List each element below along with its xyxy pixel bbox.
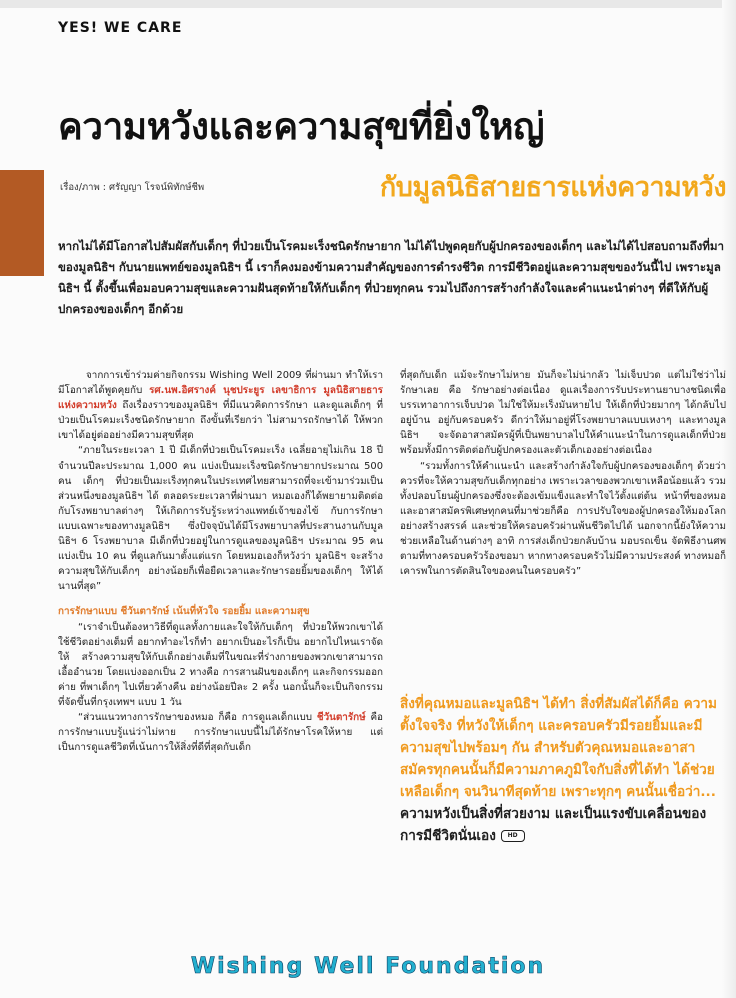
byline: เรื่อง/ภาพ : ศรัญญา โรจน์พิทักษ์ชีพ: [60, 182, 205, 193]
subheading: การรักษาแบบ ชีวันตารักษ์ เน้นที่หัวใจ รอยยิ้ม และความสุข: [58, 606, 310, 618]
pull-quote-dark: ความหวังเป็นสิ่งที่สวยงาม และเป็นแรงขับเคลื่อนของการมีชีวิตนั่นเอง: [400, 806, 707, 844]
quote-paragraph: “เราจำเป็นต้องหาวิธีที่ดูแลทั้งกายและใจให้กับเด็กๆ ที่ป่วยให้พวกเขาได้ใช้ชีวิตอย่างเต็มที่ อยากทำอะไรก็ทำ อยากเป็นอะไรก็เป็น อยากไปไหนเราจัดให้ สร้างความสุขให้กับเด็กอย่างเต็มที่ในขณะที่ร่างกายของพวกเขาสามารถเอื้ออำนวย โดยแบ่งออกเป็น 2 ทางคือ การสานฝันของเด็กๆ และกิจกรรมออกค่าย ที่พาเด็กๆ ไปเที่ยวค้างคืน อย่างน้อยปีละ 2 ครั้ง นอกนั้นก็จะเป็นกิจกรรมที่จัดขึ้นที่กรุงเทพฯ แบบ 1 วัน: [58, 621, 383, 708]
end-mark-icon: HD: [501, 830, 525, 842]
article-subtitle: กับมูลนิธิสายธารแห่งความหวัง: [379, 172, 726, 203]
text-span: ถึงเรื่องราวของมูลนิธิฯ ที่มีแนวคิดการรักษา และดูแลเด็กๆ ที่ป่วยเป็นโรคมะเร็งชนิดรักษายาก ถึงขั้นที่เรียกว่า ไม่สามารถรักษาได้ ให้พวกเขาได้อยู่ต่ออย่างมีความสุขที่สุด: [58, 400, 383, 442]
paragraph: [58, 368, 383, 443]
highlighted-term: ชีวันตารักษ์: [316, 712, 366, 724]
text-span: คือ การรักษาแบบรู้แน่ว่าไม่หาย การรักษาแบบนี้ไม่ได้รักษาโรคให้หาย แต่เป็นการดูแลชีวิตที่เน้นการให้สิ่งที่ดีที่สุดกับเด็ก: [58, 712, 383, 754]
intro-paragraph: หากไม่ได้มีโอกาสไปสัมผัสกับเด็กๆ ที่ป่วยเป็นโรคมะเร็งชนิดรักษายาก ไม่ได้ไปพูดคุยกับผู้ปกครองของเด็กๆ และไม่ได้ไปสอบถามถึงที่มาของมูลนิธิฯ กับนายแพทย์ของมูลนิธิฯ นี้ เราก็คงมองข้ามความสำคัญของการดำรงชีวิต การมีชีวิตอยู่และความสุขของวันนี้ไป เพราะมูลนิธิฯ นี้ ตั้งขึ้นเพื่อมอบความสุขและความฝันสุดท้ายให้กับเด็กๆ ที่ป่วยทุกคน รวมไปถึงการสร้างกำลังใจและคำแนะนำต่างๆ ที่ดีให้กับผู้ปกครองของเด็กๆ อีกด้วย: [58, 239, 725, 316]
section-label: YES! WE CARE: [58, 20, 183, 36]
column-left: [58, 368, 383, 938]
pull-quote-orange: สิ่งที่คุณหมอและมูลนิธิฯ ได้ทำ สิ่งที่สัมผัสได้ก็คือ ความตั้งใจจริง ที่หวังให้เด็กๆ และครอบครัวมีรอยยิ้มและมีความสุขไปพร้อมๆ กัน สำหรับตัวคุณหมอและอาสาสมัครทุกคนนั้นก็มีความภาคภูมิใจกับสิ่งที่ได้ทำ ได้ช่วยเหลือเด็กๆ จนวินาทีสุดท้าย เพราะทุกๆ คนนั้นเชื่อว่า...: [400, 696, 717, 800]
highlighted-name: รศ.นพ.อิศรางค์ นุชประยูร เลขาธิการ มูลนิธิสายธารแห่งความหวัง: [58, 385, 383, 412]
top-border: [0, 0, 736, 8]
footer-text: Wishing Well Foundation: [190, 954, 546, 979]
text-span: “ส่วนแนวทางการรักษาของหมอ ก็คือ การดูแลเด็กแบบ: [78, 712, 317, 724]
section-color-tab: [0, 170, 44, 276]
text-span: จากการเข้าร่วมค่ายกิจกรรม Wishing Well 2009 ที่ผ่านมา ทำให้เรามีโอกาสได้พูดคุยกับ: [58, 370, 383, 397]
column-right: [400, 368, 726, 668]
quote-paragraph: “รวมทั้งการให้คำแนะนำ และสร้างกำลังใจกับผู้ปกครองของเด็กๆ ด้วยว่า ควรที่จะให้ความสุขกับเด็กทุกอย่าง เพราะเวลาของพวกเขาเหลือน้อยแล้ว รวมทั้งปลอบโยนผู้ปกครองซึ่งจะต้องเข้มแข็งและทำใจไว้ตั้งแต่ต้น หน้าที่ของหมอและอาสาสมัครพิเศษทุกคนที่มาช่วยก็คือ การปรับใจของผู้ปกครองให้มองโลกอย่างสร้างสรรค์ และช่วยให้ครอบครัวผ่านพ้นชีวิตไปได้ นอกจากนี้ยังให้ความช่วยเหลือในด้านต่างๆ อาทิ การส่งเด็กป่วยกลับบ้าน มอบรถเข็น จัดพิธีงานศพ ตามที่ทางครอบครัวร้องขอมา หากทางครอบครัวไม่มีความประสงค์ ทางหมอก็เคารพในการตัดสินใจของคนในครอบครัว”: [400, 460, 726, 578]
quote-paragraph: “ภายในระยะเวลา 1 ปี มีเด็กที่ป่วยเป็นโรคมะเร็ง เฉลี่ยอายุไม่เกิน 18 ปี จำนวนปีละประมาณ 1,000 คน แบ่งเป็นมะเร็งชนิดรักษายากประมาณ 500 คน เด็กๆ ที่ป่วยเป็นมะเร็งทุกคนในประเทศไทยสามารถที่จะเข้ามาร่วมเป็นส่วนหนึ่งของมูลนิธิฯ ได้ ตลอดระยะเวลาที่ผ่านมา หมอเองก็ได้พยายามติดต่อกับโรงพยาบาลต่างๆ ให้เกิดการรับรู้ระหว่างแพทย์เจ้าของไข้ กับการรักษาแบบเฉพาะของทางมูลนิธิฯ ซึ่งปัจจุบันได้มีโรงพยาบาลที่ประสานงานกับมูลนิธิฯ 6 โรงพยาบาล มีเด็กที่ป่วยอยู่ในการดูแลของมูลนิธิฯ ประมาณ 95 คน แบ่งเป็น 10 คน ที่ดูแลกันมาตั้งแต่แรก โดยหมอเองก็หวังว่า มูลนิธิฯ จะสร้างความสุขให้กับเด็กๆ อย่างน้อยก็เพื่อยืดเวลาและรักษารอยยิ้มของเด็กๆ ให้ได้นานที่สุด”: [58, 445, 383, 593]
paragraph: [58, 710, 383, 755]
article-title: ความหวังและความสุขที่ยิ่งใหญ่: [58, 105, 545, 148]
footer-caption: [0, 954, 736, 979]
paragraph: ที่สุดกับเด็ก แม้จะรักษาไม่หาย มันก็จะไม่น่ากลัว ไม่เจ็บปวด แต่ไม่ใช่ว่าไม่รักษาเลย คือ รักษาอย่างต่อเนื่อง ดูแลเรื่องการรับประทานยาบางชนิดเพื่อบรรเทาอาการเจ็บปวด ไม่ใช่ให้มะเร็งมันหายไป ให้เด็กที่ป่วยมากๆ ได้กลับไปอยู่บ้าน อยู่กับครอบครัว ดีกว่าให้มาอยู่ที่โรงพยาบาลแบบเหงาๆ และทางมูลนิธิฯ จะจัดอาสาสมัครผู้ที่เป็นพยาบาลไปให้คำแนะนำในการดูแลเด็กที่ป่วย พร้อมทั้งมีการติดต่อกับผู้ปกครองและตัวเด็กเองอย่างต่อเนื่อง: [400, 370, 726, 457]
pull-quote: [400, 693, 726, 847]
